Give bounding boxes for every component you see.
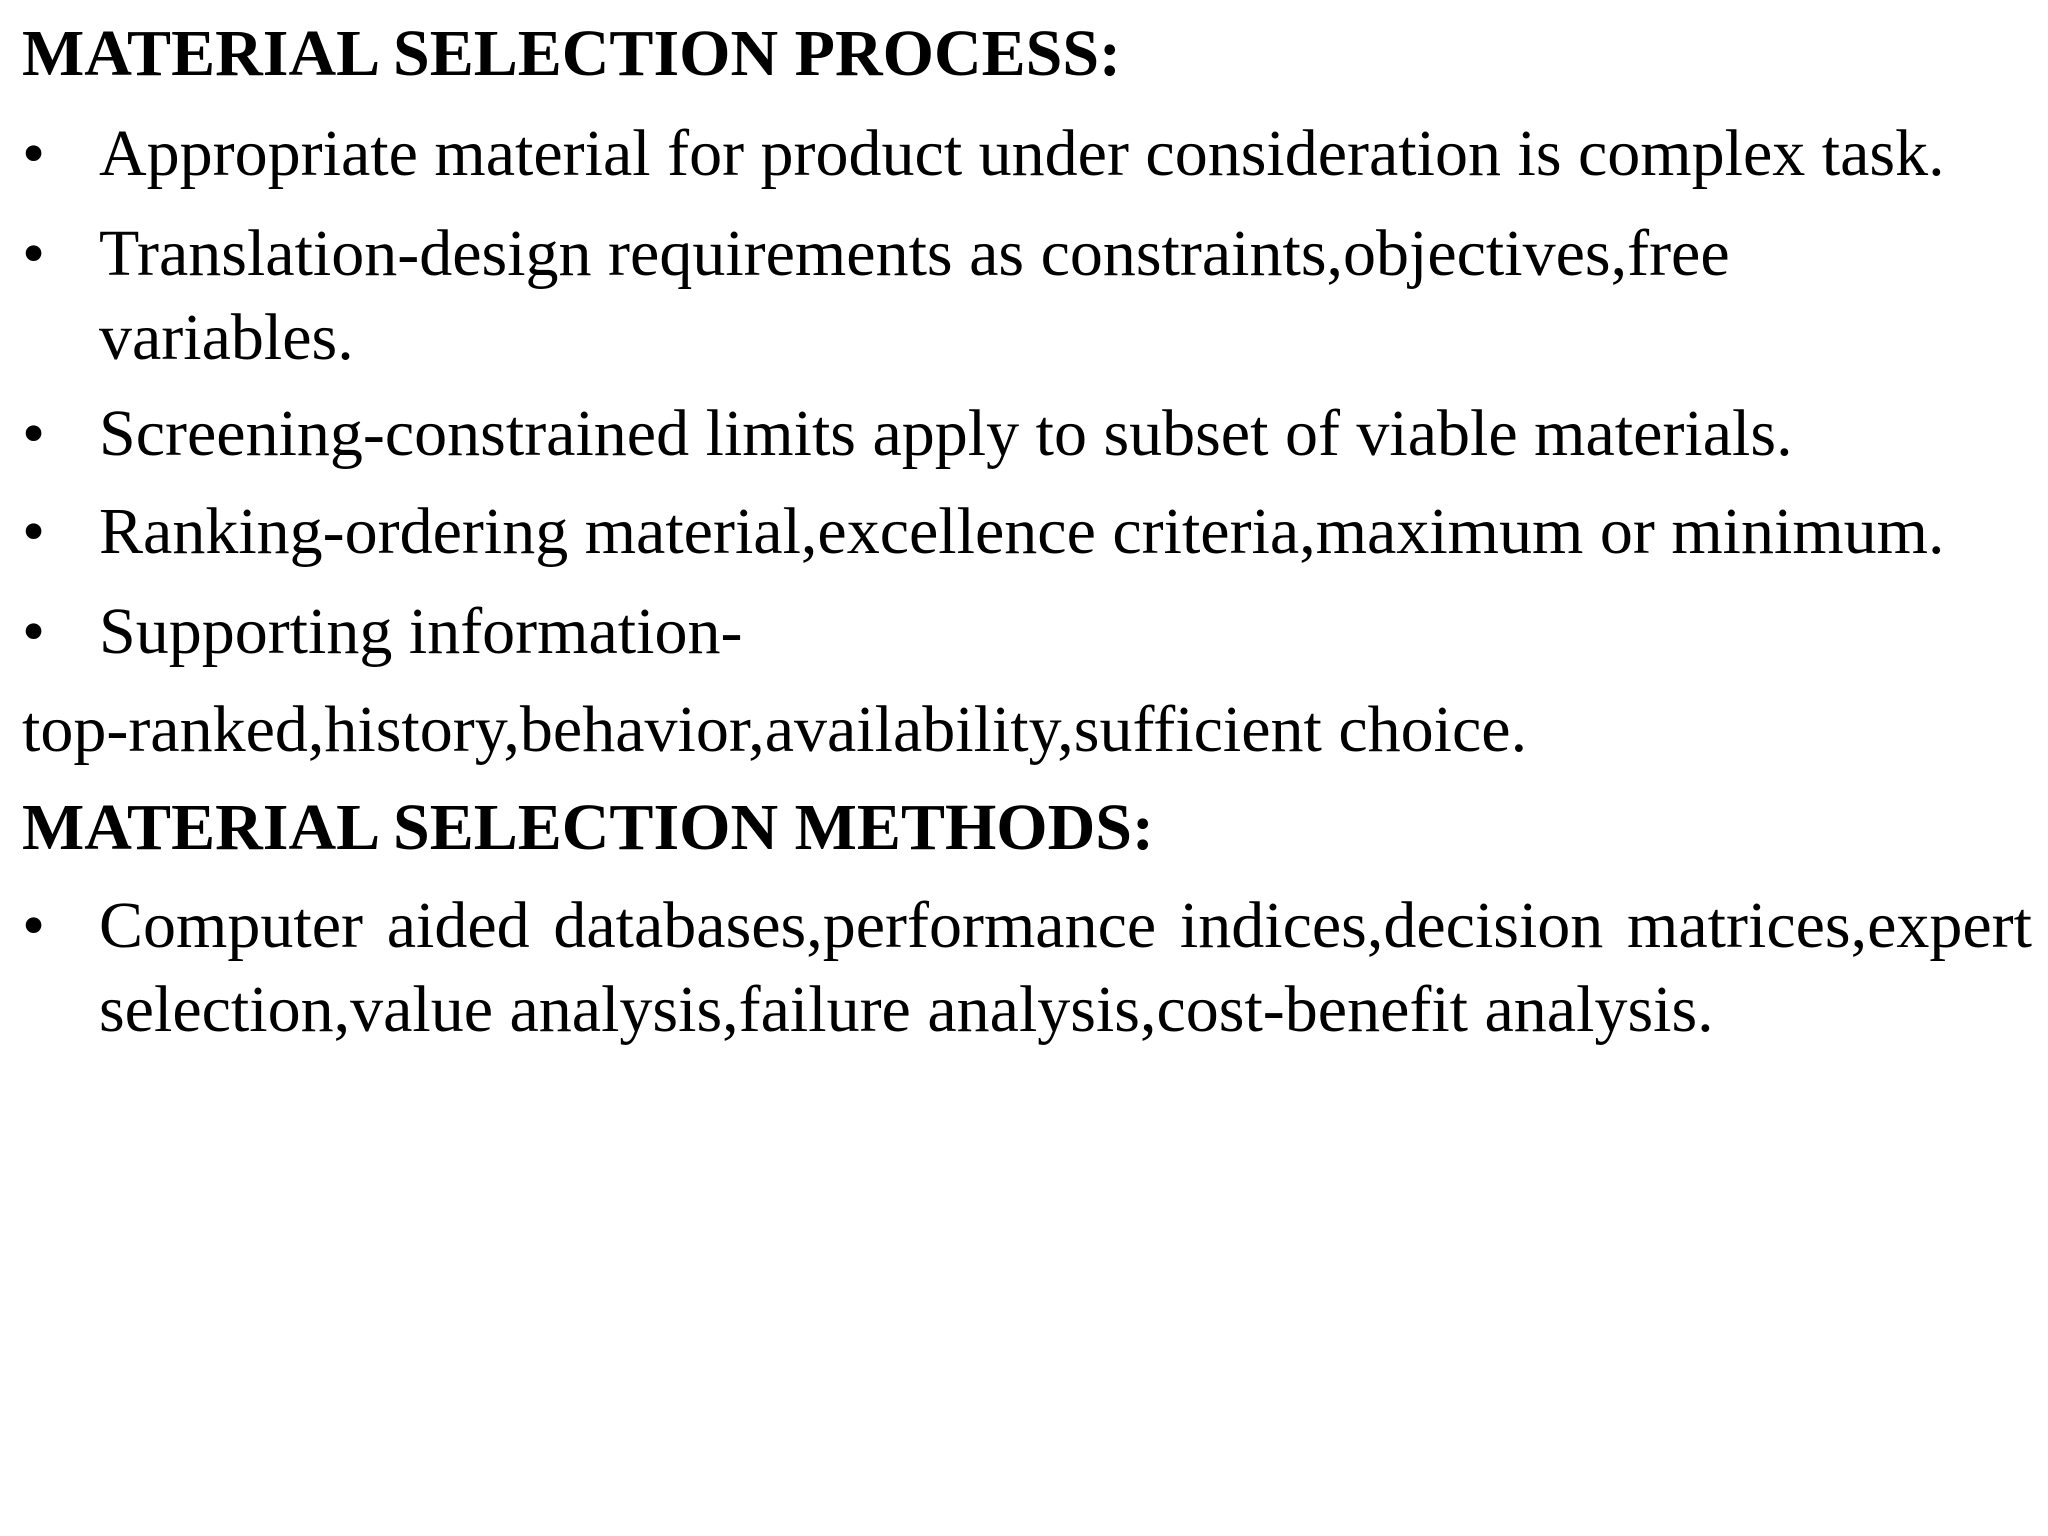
bullet-text: Ranking-ordering material,excellence criteria,maximum or minimum. [99, 495, 1945, 568]
bullet-text: Supporting information- [99, 595, 743, 668]
bullet-text: Appropriate material for product under consideration is complex task. [99, 117, 1945, 190]
methods-bullet-computer-aided [22, 884, 2032, 1052]
bullet-marker: • [22, 117, 46, 190]
process-bullet-translation [22, 212, 2032, 380]
bullet-marker: • [22, 217, 46, 290]
bullet-marker: • [22, 889, 46, 962]
process-heading: MATERIAL SELECTION PROCESS: [22, 17, 1122, 90]
bullet-text: Translation-design requirements as constraints,objectives,free variables. [99, 217, 1730, 374]
process-bullet-supporting [22, 590, 2032, 674]
bullet-text: Computer aided databases,performance indices,decision matrices,expert selection,value analysis,failure analysis,cost-benefit analysis. [99, 889, 2032, 1046]
methods-heading: MATERIAL SELECTION METHODS: [22, 791, 1154, 864]
process-bullet-screening [22, 392, 2032, 476]
bullet-marker: • [22, 495, 46, 568]
process-bullet-appropriate-material [22, 112, 2032, 196]
bullet-marker: • [22, 397, 46, 470]
bullet-text: Screening-constrained limits apply to subset of viable materials. [99, 397, 1793, 470]
supporting-continuation: top-ranked,history,behavior,availability,sufficient choice. [22, 693, 1528, 766]
process-bullet-ranking [22, 490, 2032, 574]
bullet-marker: • [22, 595, 46, 668]
